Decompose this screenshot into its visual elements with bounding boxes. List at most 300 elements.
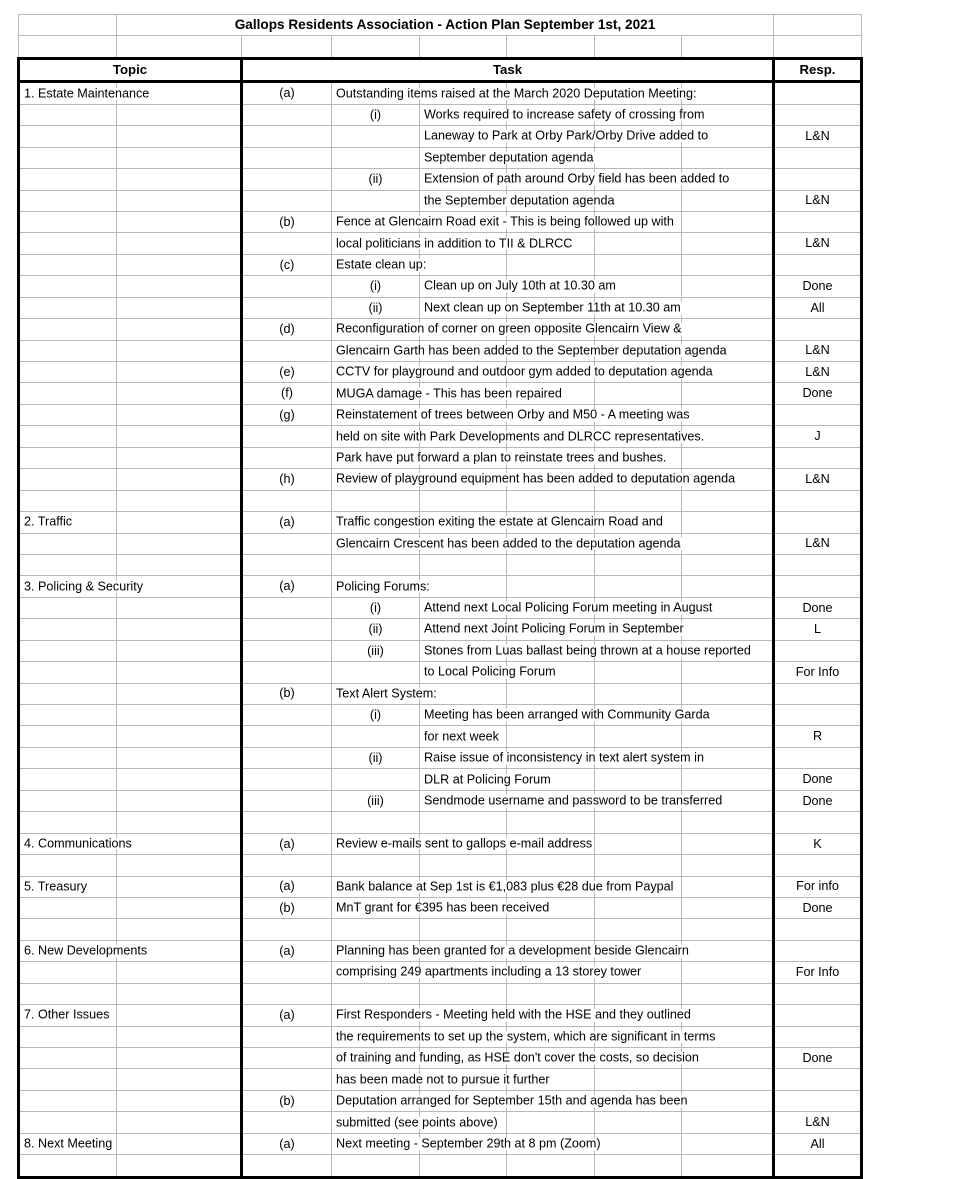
item-letter-cell[interactable]: (a) — [242, 1133, 332, 1154]
resp-cell[interactable]: K — [774, 833, 862, 854]
blank-cell — [682, 447, 774, 468]
item-letter-cell[interactable] — [242, 1026, 332, 1047]
table-row — [19, 447, 879, 468]
task-cell[interactable] — [420, 190, 615, 211]
topic-cell[interactable] — [19, 726, 117, 747]
item-letter-cell[interactable]: (h) — [242, 469, 332, 490]
blank-cell — [595, 897, 682, 918]
overflow-column-cell — [862, 58, 879, 81]
blank-cell — [595, 769, 682, 790]
item-letter-cell[interactable]: (a) — [242, 833, 332, 854]
topic-cell-continuation — [117, 1133, 242, 1154]
item-letter-cell[interactable] — [242, 190, 332, 211]
task-text: Review of playground equipment has been added to deputation agenda — [336, 472, 736, 487]
item-letter-cell[interactable]: (a) — [242, 576, 332, 597]
task-cell[interactable] — [332, 897, 550, 918]
item-roman-cell[interactable] — [332, 662, 420, 683]
blank-cell — [507, 983, 595, 1004]
blank-cell — [595, 683, 682, 704]
resp-cell[interactable]: L — [774, 619, 862, 640]
resp-cell[interactable]: L&N — [774, 126, 862, 147]
item-roman-cell[interactable]: (ii) — [332, 747, 420, 768]
task-cell[interactable] — [332, 319, 682, 340]
item-letter-cell[interactable] — [242, 1112, 332, 1133]
item-roman-cell[interactable]: (i) — [332, 597, 420, 618]
resp-cell[interactable]: L&N — [774, 1112, 862, 1133]
task-cell[interactable] — [332, 812, 420, 833]
task-cell[interactable] — [332, 254, 427, 275]
topic-cell[interactable] — [19, 233, 117, 254]
table-row — [19, 919, 879, 940]
task-cell[interactable] — [332, 855, 420, 876]
resp-cell[interactable] — [774, 1090, 862, 1111]
topic-cell-text: 2. Traffic — [24, 514, 73, 529]
resp-cell[interactable]: For info — [774, 876, 862, 897]
task-cell[interactable] — [332, 919, 420, 940]
task-cell[interactable] — [332, 362, 713, 383]
item-letter-cell[interactable]: (a) — [242, 940, 332, 961]
item-roman-cell[interactable]: (ii) — [332, 169, 420, 190]
resp-cell[interactable]: Done — [774, 276, 862, 297]
topic-cell[interactable] — [19, 276, 117, 297]
topic-cell[interactable] — [19, 469, 117, 490]
resp-cell[interactable] — [774, 812, 862, 833]
resp-cell[interactable]: Done — [774, 1048, 862, 1069]
blank-cell — [682, 919, 774, 940]
item-letter-cell[interactable]: (e) — [242, 362, 332, 383]
item-roman-cell[interactable] — [332, 147, 420, 168]
item-letter-cell[interactable]: (b) — [242, 211, 332, 232]
resp-cell[interactable]: Done — [774, 597, 862, 618]
item-roman-cell[interactable]: (i) — [332, 705, 420, 726]
task-cell[interactable] — [332, 554, 420, 575]
task-cell[interactable] — [420, 747, 704, 768]
resp-cell[interactable] — [774, 447, 862, 468]
topic-cell[interactable] — [19, 169, 117, 190]
item-letter-cell[interactable]: (a) — [242, 1005, 332, 1026]
task-cell[interactable] — [420, 147, 594, 168]
task-cell[interactable] — [420, 126, 709, 147]
item-letter-cell[interactable] — [242, 340, 332, 361]
task-cell[interactable] — [332, 1112, 498, 1133]
item-letter-cell[interactable]: (f) — [242, 383, 332, 404]
item-letter-cell[interactable] — [242, 1155, 332, 1177]
topic-cell-continuation — [117, 1155, 242, 1177]
topic-cell[interactable] — [19, 1026, 117, 1047]
topic-cell[interactable] — [19, 340, 117, 361]
resp-cell[interactable] — [774, 554, 862, 575]
item-letter-cell[interactable] — [242, 297, 332, 318]
topic-cell[interactable] — [19, 705, 117, 726]
item-roman-cell[interactable] — [332, 769, 420, 790]
table-row — [19, 662, 879, 683]
task-cell[interactable] — [332, 833, 593, 854]
blank-cell — [682, 254, 774, 275]
blank-cell — [595, 833, 682, 854]
topic-cell[interactable] — [19, 662, 117, 683]
resp-cell[interactable] — [774, 147, 862, 168]
topic-cell[interactable] — [19, 1112, 117, 1133]
resp-cell[interactable]: Done — [774, 790, 862, 811]
topic-cell-continuation — [117, 897, 242, 918]
topic-cell[interactable] — [19, 897, 117, 918]
resp-cell[interactable]: Done — [774, 383, 862, 404]
item-letter-cell[interactable] — [242, 233, 332, 254]
topic-cell[interactable] — [19, 383, 117, 404]
item-letter-cell[interactable] — [242, 490, 332, 511]
task-cell[interactable] — [332, 876, 674, 897]
blank-cell — [682, 983, 774, 1004]
task-cell[interactable] — [420, 619, 684, 640]
resp-cell[interactable]: All — [774, 297, 862, 318]
item-letter-cell[interactable] — [242, 726, 332, 747]
topic-cell[interactable] — [19, 447, 117, 468]
resp-cell[interactable]: L&N — [774, 533, 862, 554]
blank-cell — [507, 726, 595, 747]
item-letter-cell[interactable] — [242, 554, 332, 575]
topic-cell[interactable] — [19, 919, 117, 940]
resp-cell[interactable] — [774, 211, 862, 232]
topic-cell-continuation — [117, 876, 242, 897]
resp-cell[interactable] — [774, 919, 862, 940]
topic-cell[interactable] — [19, 983, 117, 1004]
topic-cell[interactable] — [19, 1155, 117, 1177]
item-letter-cell[interactable] — [242, 962, 332, 983]
title-spacer-left — [19, 15, 117, 36]
blank-cell — [507, 576, 595, 597]
blank-cell — [682, 190, 774, 211]
task-text: MUGA damage - This has been repaired — [336, 386, 562, 401]
blank-cell — [595, 576, 682, 597]
task-cell[interactable] — [332, 1155, 420, 1177]
item-roman-cell[interactable]: (ii) — [332, 619, 420, 640]
resp-cell[interactable] — [774, 82, 862, 104]
overflow-column-cell — [862, 919, 879, 940]
task-cell[interactable] — [332, 962, 642, 983]
blank-cell — [682, 319, 774, 340]
blank-cell — [595, 662, 682, 683]
blank-cell — [595, 919, 682, 940]
task-text: Next meeting - September 29th at 8 pm (Zoom) — [336, 1136, 601, 1151]
item-letter-cell[interactable]: (a) — [242, 82, 332, 104]
resp-cell[interactable] — [774, 705, 862, 726]
blank-cell — [682, 404, 774, 425]
task-cell[interactable] — [332, 533, 681, 554]
item-letter-cell[interactable] — [242, 855, 332, 876]
blank-cell — [682, 512, 774, 533]
item-letter-cell[interactable]: (g) — [242, 404, 332, 425]
resp-cell[interactable] — [774, 490, 862, 511]
task-text: Laneway to Park at Orby Park/Orby Drive added to — [424, 129, 709, 144]
task-text: Glencairn Crescent has been added to the deputation agenda — [336, 536, 681, 551]
item-letter-cell[interactable]: (d) — [242, 319, 332, 340]
topic-cell[interactable] — [19, 833, 132, 854]
task-cell[interactable] — [332, 512, 663, 533]
topic-cell[interactable] — [19, 211, 117, 232]
topic-cell[interactable] — [19, 362, 117, 383]
resp-cell[interactable] — [774, 940, 862, 961]
topic-cell[interactable] — [19, 855, 117, 876]
blank-cell — [682, 769, 774, 790]
action-plan-table — [17, 14, 880, 1179]
topic-cell[interactable] — [19, 254, 117, 275]
item-letter-cell[interactable] — [242, 104, 332, 125]
topic-cell[interactable] — [19, 104, 117, 125]
overflow-column-cell — [862, 211, 879, 232]
resp-cell[interactable]: For Info — [774, 662, 862, 683]
topic-cell[interactable] — [19, 876, 117, 897]
resp-cell[interactable] — [774, 169, 862, 190]
topic-cell[interactable] — [19, 554, 117, 575]
task-cell[interactable] — [420, 169, 730, 190]
item-letter-cell[interactable]: (c) — [242, 254, 332, 275]
topic-cell[interactable] — [19, 147, 117, 168]
topic-cell[interactable] — [19, 940, 148, 961]
blank-cell — [420, 855, 507, 876]
topic-cell-continuation — [117, 383, 242, 404]
resp-cell[interactable] — [774, 1069, 862, 1090]
task-text: CCTV for playground and outdoor gym added to deputation agenda — [336, 364, 713, 379]
table-row — [19, 1069, 879, 1090]
topic-cell[interactable] — [19, 597, 117, 618]
item-roman-cell[interactable] — [332, 126, 420, 147]
resp-cell[interactable] — [774, 512, 862, 533]
topic-cell[interactable] — [19, 1090, 117, 1111]
task-cell[interactable] — [332, 983, 420, 1004]
task-text: MnT grant for €395 has been received — [336, 900, 550, 915]
item-letter-cell[interactable]: (b) — [242, 683, 332, 704]
resp-cell[interactable]: R — [774, 726, 862, 747]
item-letter-cell[interactable] — [242, 147, 332, 168]
task-text: Clean up on July 10th at 10.30 am — [424, 279, 616, 294]
item-letter-cell[interactable] — [242, 619, 332, 640]
blank-cell — [682, 297, 774, 318]
table-row — [19, 962, 879, 983]
overflow-column-cell — [862, 512, 879, 533]
task-cell[interactable] — [420, 662, 556, 683]
topic-cell-continuation — [117, 683, 242, 704]
title-spacer-resp — [774, 15, 862, 36]
topic-cell[interactable] — [19, 297, 117, 318]
item-letter-cell[interactable] — [242, 597, 332, 618]
topic-cell[interactable] — [19, 512, 117, 533]
item-letter-cell[interactable] — [242, 919, 332, 940]
item-roman-cell[interactable] — [332, 190, 420, 211]
item-letter-cell[interactable] — [242, 640, 332, 661]
topic-cell[interactable] — [19, 533, 117, 554]
overflow-column-cell — [862, 983, 879, 1004]
task-text: Attend next Joint Policing Forum in September — [424, 622, 684, 637]
table-row — [19, 640, 879, 661]
item-roman-cell[interactable]: (i) — [332, 104, 420, 125]
resp-cell[interactable]: Done — [774, 769, 862, 790]
resp-cell[interactable] — [774, 576, 862, 597]
table-row — [19, 597, 879, 618]
task-cell[interactable] — [332, 683, 437, 704]
resp-cell[interactable] — [774, 983, 862, 1004]
overflow-column-cell — [862, 962, 879, 983]
overflow-column-cell — [862, 340, 879, 361]
task-cell[interactable] — [420, 790, 723, 811]
task-cell[interactable] — [332, 211, 674, 232]
resp-cell[interactable] — [774, 319, 862, 340]
topic-cell-continuation — [117, 812, 242, 833]
item-letter-cell[interactable] — [242, 126, 332, 147]
topic-cell[interactable] — [19, 190, 117, 211]
item-letter-cell[interactable] — [242, 747, 332, 768]
blank-cell — [682, 876, 774, 897]
item-roman-cell[interactable]: (iii) — [332, 640, 420, 661]
item-letter-cell[interactable] — [242, 276, 332, 297]
item-roman-cell[interactable]: (iii) — [332, 790, 420, 811]
item-letter-cell[interactable] — [242, 983, 332, 1004]
task-cell[interactable] — [332, 383, 562, 404]
item-letter-cell[interactable] — [242, 769, 332, 790]
task-cell[interactable] — [420, 276, 616, 297]
task-cell[interactable] — [420, 297, 681, 318]
item-letter-cell[interactable] — [242, 447, 332, 468]
task-cell[interactable] — [332, 340, 727, 361]
task-cell[interactable] — [332, 490, 420, 511]
topic-cell-continuation — [117, 276, 242, 297]
resp-cell[interactable] — [774, 640, 862, 661]
table-row — [19, 747, 879, 768]
resp-cell[interactable] — [774, 1026, 862, 1047]
topic-cell[interactable] — [19, 319, 117, 340]
item-letter-cell[interactable] — [242, 1048, 332, 1069]
task-cell[interactable] — [332, 426, 705, 447]
topic-cell[interactable] — [19, 747, 117, 768]
resp-cell[interactable] — [774, 747, 862, 768]
resp-cell[interactable] — [774, 404, 862, 425]
blank-cell — [682, 683, 774, 704]
item-letter-cell[interactable] — [242, 662, 332, 683]
task-cell[interactable] — [420, 104, 705, 125]
topic-cell[interactable] — [19, 790, 117, 811]
overflow-column-cell — [862, 1133, 879, 1154]
item-letter-cell[interactable] — [242, 705, 332, 726]
overflow-column-cell — [862, 126, 879, 147]
resp-cell[interactable]: L&N — [774, 340, 862, 361]
topic-cell[interactable] — [19, 1005, 117, 1026]
resp-cell[interactable] — [774, 254, 862, 275]
resp-cell[interactable]: L&N — [774, 362, 862, 383]
item-letter-cell[interactable] — [242, 426, 332, 447]
topic-cell[interactable] — [19, 576, 143, 597]
topic-cell[interactable] — [19, 82, 150, 104]
topic-cell-text: 3. Policing & Security — [24, 579, 143, 594]
topic-cell[interactable] — [19, 769, 117, 790]
task-text: Works required to increase safety of crossing from — [424, 107, 705, 122]
task-cell[interactable] — [332, 1005, 691, 1026]
resp-cell[interactable]: L&N — [774, 469, 862, 490]
resp-cell[interactable]: J — [774, 426, 862, 447]
resp-cell[interactable] — [774, 1005, 862, 1026]
topic-cell[interactable] — [19, 404, 117, 425]
topic-cell[interactable] — [19, 1133, 117, 1154]
topic-cell[interactable] — [19, 962, 117, 983]
task-cell[interactable] — [332, 1026, 716, 1047]
topic-cell[interactable] — [19, 426, 117, 447]
task-cell[interactable] — [332, 1090, 688, 1111]
task-cell[interactable] — [332, 404, 690, 425]
blank-cell — [507, 36, 595, 58]
item-letter-cell[interactable]: (b) — [242, 1090, 332, 1111]
task-cell[interactable] — [332, 82, 697, 104]
task-cell[interactable] — [332, 1069, 550, 1090]
topic-cell[interactable] — [19, 812, 117, 833]
item-letter-cell[interactable]: (b) — [242, 897, 332, 918]
task-cell[interactable] — [332, 940, 689, 961]
resp-cell[interactable]: L&N — [774, 233, 862, 254]
resp-cell[interactable]: For Info — [774, 962, 862, 983]
topic-cell-continuation — [117, 769, 242, 790]
blank-cell — [595, 147, 682, 168]
item-letter-cell[interactable]: (a) — [242, 876, 332, 897]
task-cell[interactable] — [332, 233, 573, 254]
item-letter-cell[interactable] — [242, 1069, 332, 1090]
task-text: Fence at Glencairn Road exit - This is being followed up with — [336, 214, 674, 229]
topic-cell[interactable] — [19, 683, 117, 704]
resp-cell[interactable] — [774, 683, 862, 704]
item-letter-cell[interactable] — [242, 169, 332, 190]
task-text: Stones from Luas ballast being thrown at a house reported — [424, 643, 751, 658]
resp-cell[interactable]: All — [774, 1133, 862, 1154]
task-cell[interactable] — [332, 447, 667, 468]
topic-cell[interactable] — [19, 126, 117, 147]
resp-cell[interactable] — [774, 855, 862, 876]
task-cell[interactable] — [420, 640, 751, 661]
topic-cell[interactable] — [19, 1048, 117, 1069]
task-cell[interactable] — [420, 705, 710, 726]
task-cell[interactable] — [332, 1133, 601, 1154]
table-row — [19, 619, 879, 640]
blank-cell — [595, 36, 682, 58]
table-row — [19, 1005, 879, 1026]
task-cell[interactable] — [332, 576, 430, 597]
topic-cell[interactable] — [19, 619, 117, 640]
task-cell[interactable] — [420, 769, 551, 790]
topic-cell[interactable] — [19, 490, 117, 511]
topic-cell-continuation — [117, 469, 242, 490]
topic-cell-continuation — [117, 533, 242, 554]
topic-cell[interactable] — [19, 640, 117, 661]
item-roman-cell[interactable] — [332, 726, 420, 747]
item-letter-cell[interactable] — [242, 812, 332, 833]
table-row — [19, 726, 879, 747]
task-cell[interactable] — [332, 469, 736, 490]
item-roman-cell[interactable]: (i) — [332, 276, 420, 297]
task-cell[interactable] — [420, 726, 507, 747]
task-text: comprising 249 apartments including a 13 storey tower — [336, 965, 642, 980]
resp-cell[interactable]: L&N — [774, 190, 862, 211]
blank-cell — [332, 36, 420, 58]
item-letter-cell[interactable] — [242, 533, 332, 554]
item-letter-cell[interactable]: (a) — [242, 512, 332, 533]
task-text: Outstanding items raised at the March 2020 Deputation Meeting: — [336, 86, 697, 101]
item-letter-cell[interactable] — [242, 790, 332, 811]
item-roman-cell[interactable]: (ii) — [332, 297, 420, 318]
task-cell[interactable] — [420, 597, 713, 618]
overflow-column-cell — [862, 897, 879, 918]
overflow-column-cell — [862, 769, 879, 790]
resp-cell[interactable]: Done — [774, 897, 862, 918]
resp-cell[interactable] — [774, 104, 862, 125]
topic-cell[interactable] — [19, 1069, 117, 1090]
resp-cell[interactable] — [774, 1155, 862, 1177]
task-cell[interactable] — [332, 1048, 699, 1069]
topic-cell-continuation — [117, 726, 242, 747]
